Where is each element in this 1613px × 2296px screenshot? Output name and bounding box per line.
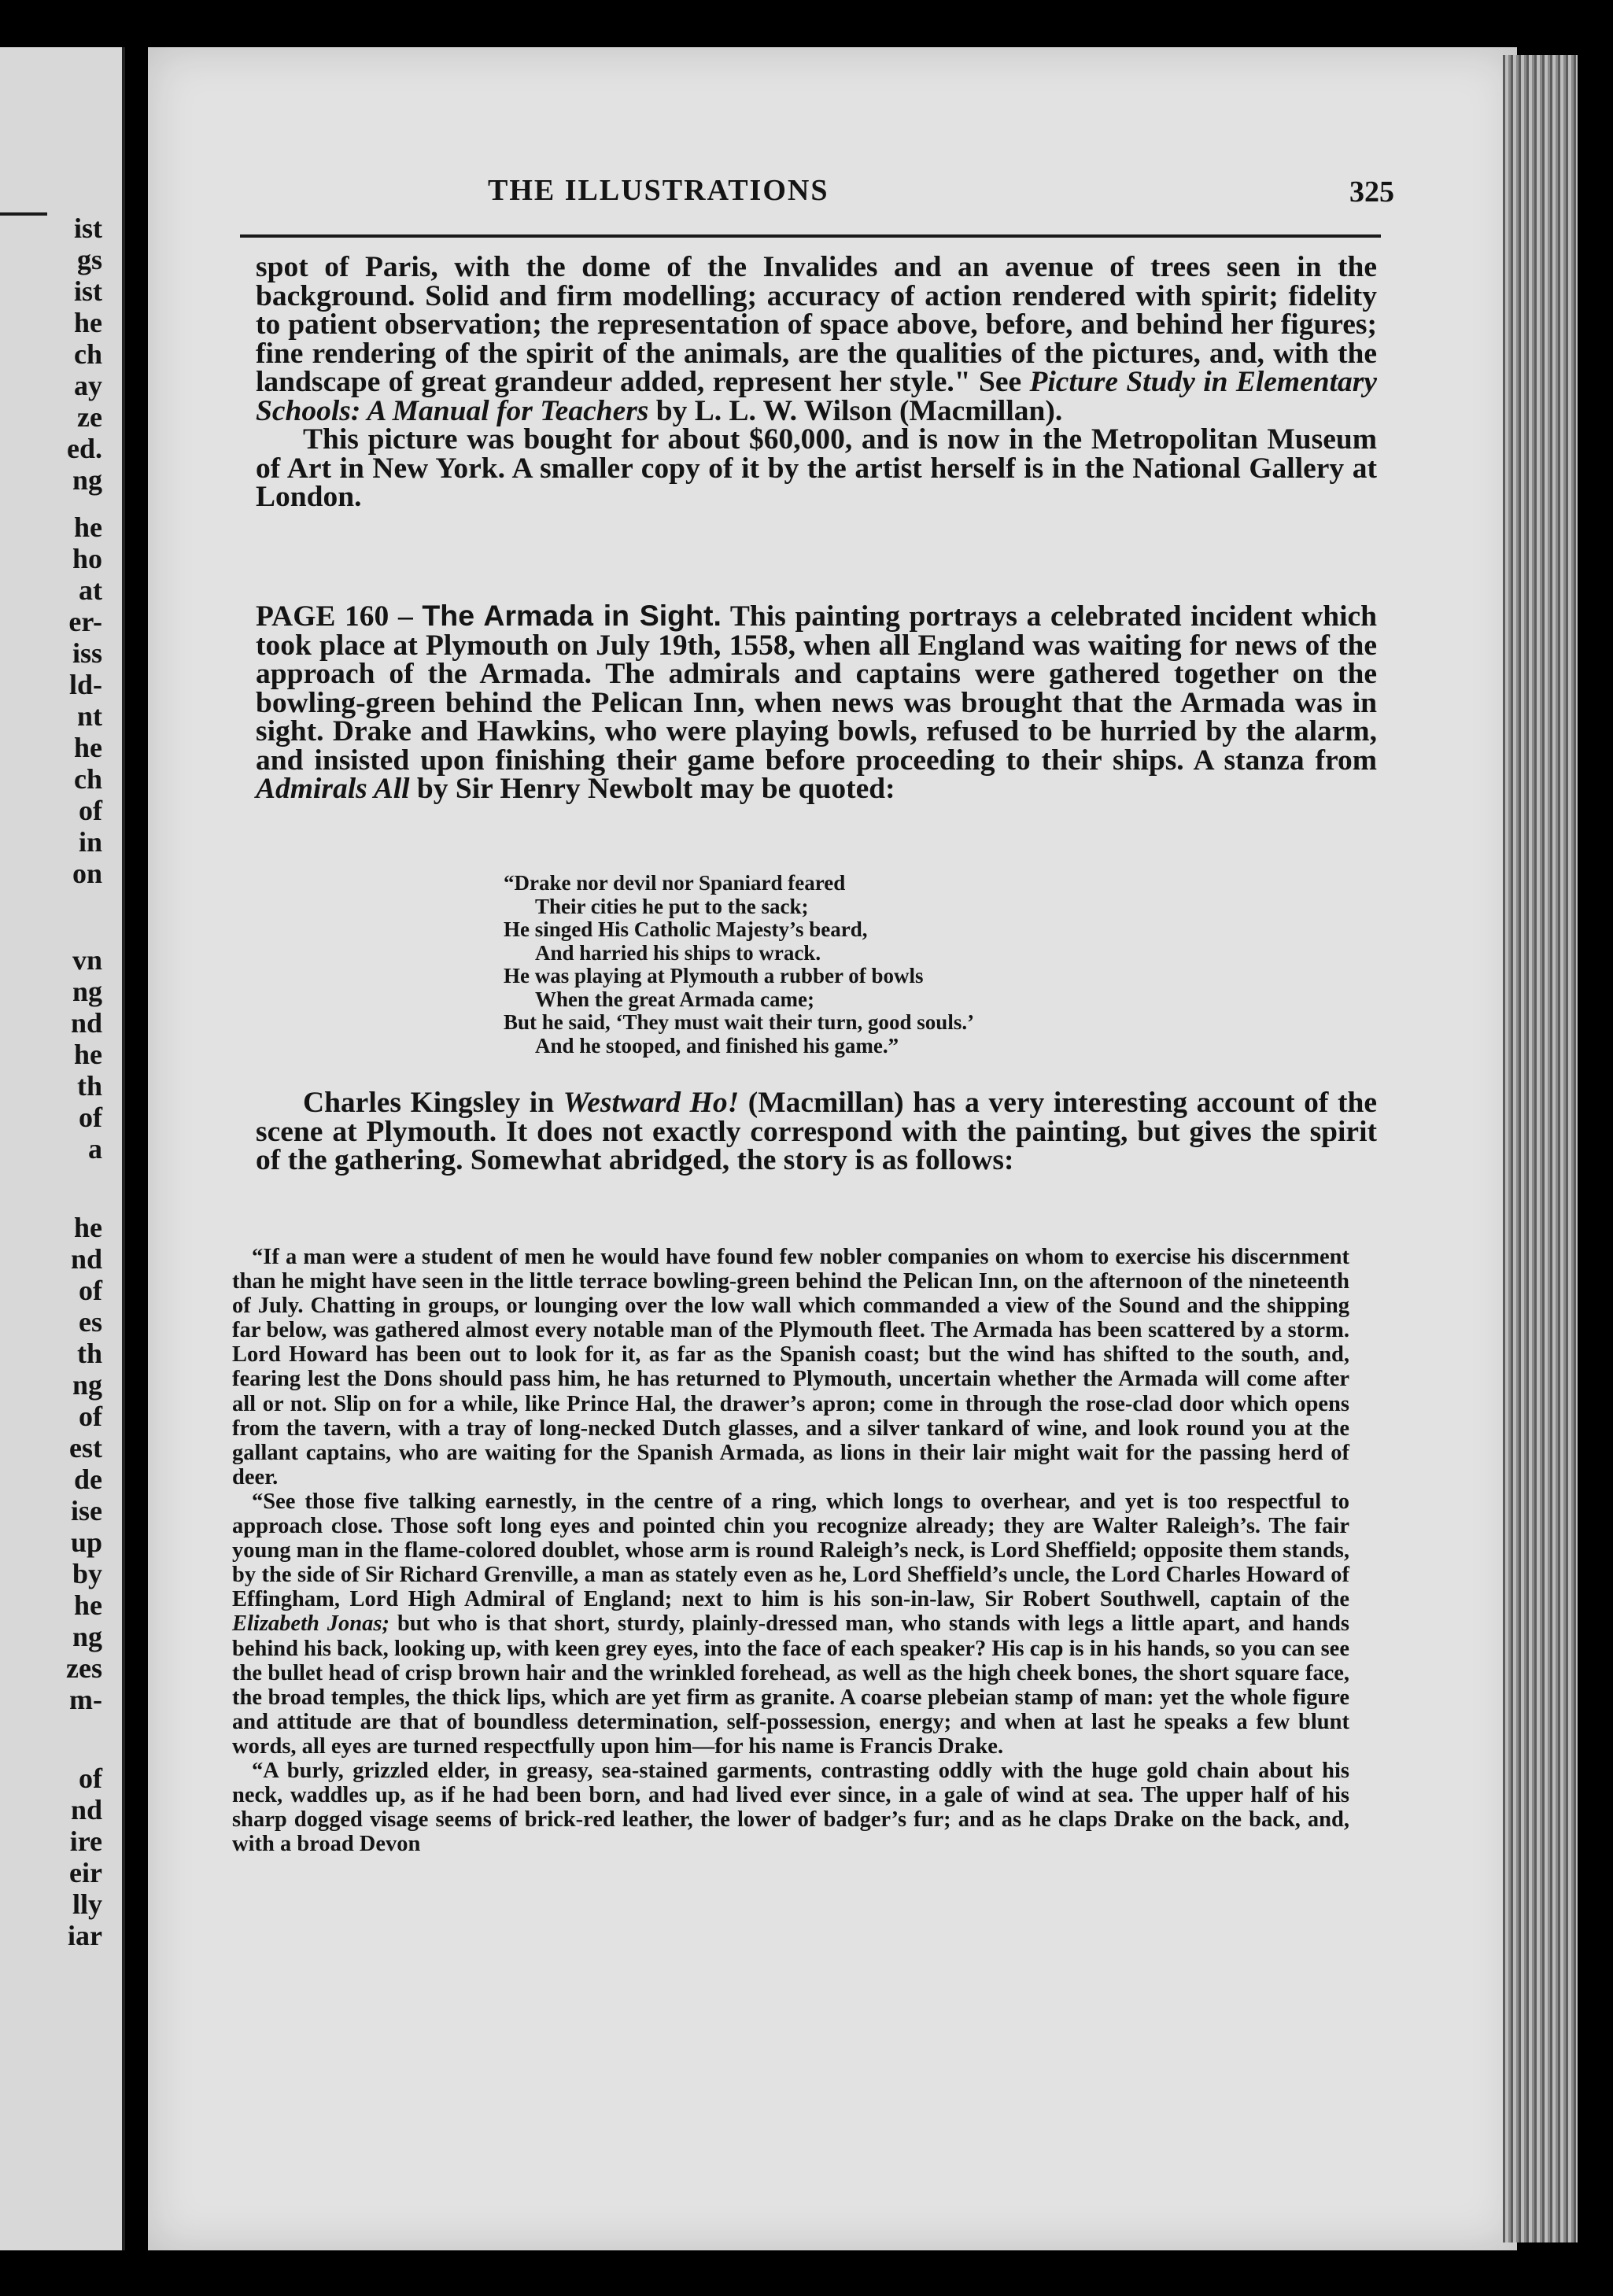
left-page-fragment: on xyxy=(72,858,102,889)
left-page-fragment: of xyxy=(79,1275,102,1306)
left-page-fragment: he xyxy=(74,1039,102,1070)
left-page-fragment: eir xyxy=(69,1857,102,1888)
left-page-fragment: lly xyxy=(72,1888,102,1920)
left-page-fragment: vn xyxy=(72,944,102,976)
left-page-fragment: ld- xyxy=(68,669,102,700)
left-page-fragment: he xyxy=(74,732,102,763)
poem-stanza xyxy=(504,872,974,1058)
left-page-fragment: ng xyxy=(72,464,102,496)
left-page-fragment: ch xyxy=(74,763,102,795)
excerpt-block xyxy=(232,1245,1349,1856)
poem-line: He was playing at Plymouth a rubber of bowls xyxy=(504,964,924,987)
left-page-fragment: ng xyxy=(72,1369,102,1401)
left-page-fragment: est xyxy=(69,1432,102,1464)
poem-line: “Drake nor devil nor Spaniard feared xyxy=(504,871,846,895)
left-page-fragment: nt xyxy=(76,700,102,732)
paragraph-armada: PAGE 160 – The Armada in Sight. This painting portrays a celebrated incident which took place at Plymouth on July 19th, 1558, when all England was waiting for news of the approach of the Armada. The admirals and captains were gathered together on the bowling-green behind the Pelican Inn, when news was brought that the Armada was in sight. Drake and Hawkins, who were playing bowls, refused to be hurried by the alarm, and insisted upon finishing their game before proceeding to their ships. A stanza from Admirals All by Sir Henry Newbolt may be quoted: xyxy=(256,599,1378,805)
paragraph-2: This picture was bought for about $60,000, and is now in the Metropolitan Museum of Art in New York. A smaller copy of it by the artist herself is in the National Gallery at London. xyxy=(256,423,1377,513)
left-page-fragment: ho xyxy=(72,543,102,574)
left-page-fragment: th xyxy=(76,1338,102,1369)
running-header: THE ILLUSTRATIONS xyxy=(488,174,829,207)
poem-line: He singed His Catholic Majesty’s beard, xyxy=(504,917,868,941)
left-page-fragment: ed. xyxy=(67,433,102,464)
excerpt-paragraph-3: “A burly, grizzled elder, in greasy, sea-stained garments, contrasting oddly with the huge gold chain about his neck, waddles up, as if he had been born, and had lived ever since, in a gale of wind at sea. The upper half of his sharp dogged visage seems of brick-red leather, the lower of badger’s fur; and as he claps Drake on the back, and, with a broad Devon xyxy=(232,1758,1349,1857)
left-page-fragment: of xyxy=(79,1763,102,1794)
left-page-fragment: iar xyxy=(68,1920,102,1951)
left-page-fragment: he xyxy=(74,307,102,338)
left-page-fragment: m- xyxy=(69,1684,102,1715)
excerpt-paragraph-2: “See those five talking earnestly, in the centre of a ring, which longs to overhear, and yet is too respectful to approach close. Those soft long eyes and pointed chin you recognize already; they are Walter Raleigh’s. The fair young man in the flame-colored doublet, whose arm is round Raleigh’s neck, is Lord Sheffield; opposite them stands, by the side of Sir Richard Grenville, a man as stately even as he, Lord Sheffield’s uncle, the Lord Charles Howard of Effingham, Lord High Admiral of England; next to him is his son-in-law, Sir Robert Southwell, captain of the Elizabeth Jonas; but who is that short, sturdy, plainly-dressed man, who stands with legs a little apart, and hands behind his back, looking up, with keen grey eyes, into the face of each speaker? His cap is in his hands, so you can see the bullet head of crisp brown hair and the wrinkled forehead, as well as the high cheek bones, the short square face, the broad temples, the thick lips, which are yet firm as granite. A coarse plebeian stamp of man: yet the whole figure and attitude are that of boundless determination, self-possession, energy; and when at last he speaks a few blunt words, all eyes are turned respectfully upon him—for his name is Francis Drake. xyxy=(232,1489,1350,1759)
left-page-fragment: up xyxy=(70,1526,102,1558)
left-facing-page xyxy=(0,47,125,2250)
left-page-fragment: iss xyxy=(72,637,102,669)
left-page-fragment: ist xyxy=(74,275,102,307)
left-page-fragment: a xyxy=(88,1133,102,1165)
left-page-fragment: ng xyxy=(72,976,102,1007)
paragraph-kingsley: Charles Kingsley in Westward Ho! (Macmillan) has a very interesting account of the scene at Plymouth. It does not exactly correspond with the painting, but gives the spirit of the gathering. Somewhat abridged, the story is as follows: xyxy=(256,1087,1378,1176)
left-page-fragment: ze xyxy=(77,401,102,433)
left-page-fragment: of xyxy=(79,1102,102,1133)
left-page-fragment: he xyxy=(74,1212,102,1243)
left-page-fragment: es xyxy=(79,1306,102,1338)
left-page-fragment: ire xyxy=(69,1825,102,1857)
left-page-fragment: ng xyxy=(72,1621,102,1652)
left-page-fragment: ay xyxy=(74,370,102,401)
left-page-fragment: de xyxy=(74,1464,102,1495)
section-title: The Armada in Sight. xyxy=(422,599,722,632)
page-number: 325 xyxy=(1349,175,1394,209)
left-page-fragment: ch xyxy=(74,338,102,370)
left-page-fragment: gs xyxy=(76,244,102,275)
header-rule xyxy=(240,234,1381,238)
poem-line: When the great Armada came; xyxy=(535,987,814,1011)
left-page-fragment: he xyxy=(74,511,102,543)
left-page-fragment: at xyxy=(79,574,102,606)
left-page-fragment: nd xyxy=(70,1243,102,1275)
left-page-fragment: nd xyxy=(70,1007,102,1039)
left-page-fragment: th xyxy=(76,1070,102,1102)
poem-line: And harried his ships to wrack. xyxy=(535,940,821,965)
poem-line: But he said, ‘They must wait their turn, good souls.’ xyxy=(504,1010,975,1034)
paragraph-1: spot of Paris, with the dome of the Invalides and an avenue of trees seen in the background. Solid and firm modelling; accuracy of action rendered with spirit; fidelity to patient observation; the representation of space above, before, and behind her figures; fine rendering of the spirit of the animals, are the qualities of the pictures, and, with the landscape of great grandeur added, represent her style." See Picture Study in Elementary Schools: A Manual for Teachers by L. L. W. Wilson (Macmillan). This picture was bought for about $60,000, and is now in the Metropolitan Museum of Art in New York. A smaller copy of it by the artist herself is in the National Gallery at London. xyxy=(256,251,1377,513)
left-page-fragment: of xyxy=(79,1401,102,1432)
book-page-edges xyxy=(1503,55,1578,2242)
poem-line: And he stooped, and finished his game.” xyxy=(535,1033,899,1058)
left-page-fragment: of xyxy=(79,795,102,826)
left-page-fragment: zes xyxy=(66,1652,102,1684)
left-page-fragment: er- xyxy=(68,606,102,637)
left-page-fragment: nd xyxy=(70,1794,102,1825)
left-page-fragment: he xyxy=(74,1589,102,1621)
poem-line: Their cities he put to the sack; xyxy=(535,894,809,918)
excerpt-paragraph-1: “If a man were a student of men he would have found few nobler companies on whom to exercise his discernment than he might have seen in the little terrace bowling-green behind the Pelican Inn, on the afternoon of the nineteenth of July. Chatting in groups, or lounging over the low wall which commanded a view of the Sound and the shipping far below, was gathered almost every notable man of the Plymouth fleet. The Armada has been scattered by a storm. Lord Howard has been out to look for it, as far as the Spanish coast; but the wind has shifted to the south, and, fearing lest the Dons should pass him, he has returned to Plymouth, uncertain whether the Armada will come after all or not. Slip on for a while, like Prince Hal, the drawer’s apron; come in through the rose-clad door which opens from the tavern, with a tray of long-necked Dutch glasses, and a silver tankard of wine, and look round you at the gallant captains, who are waiting for the Spanish Armada, as lions in their lair might wait for the passing herd of deer. xyxy=(232,1245,1349,1489)
left-page-fragment: ist xyxy=(74,212,102,244)
left-page-fragment: by xyxy=(72,1558,102,1589)
left-page-fragment: in xyxy=(78,826,102,858)
left-page-fragment: ise xyxy=(71,1495,102,1526)
